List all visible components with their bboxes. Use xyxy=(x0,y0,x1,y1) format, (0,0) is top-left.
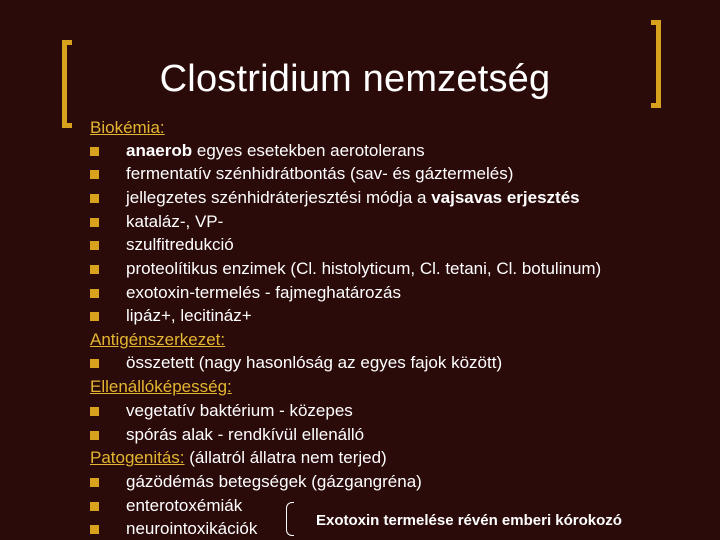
item-text: gázödémás betegségek (gázgangréna) xyxy=(126,472,422,491)
side-note: Exotoxin termelése révén emberi kórokozó xyxy=(316,512,622,529)
item-text: lipáz+, lecitináz+ xyxy=(126,306,252,325)
pathogenicity-line xyxy=(90,447,387,469)
antigen-heading: Antigénszerkezet: xyxy=(90,330,226,349)
pathogenicity-note: (állatról állatra nem terjed) xyxy=(184,448,387,467)
square-bullet-icon xyxy=(90,147,99,156)
square-bullet-icon xyxy=(90,194,99,203)
item-text: proteolítikus enzimek (Cl. histolyticum, Cl. tetani, Cl. botulinum) xyxy=(126,259,602,278)
square-bullet-icon xyxy=(90,407,99,416)
square-bullet-icon xyxy=(90,170,99,179)
slide-title: Clostridium nemzetség xyxy=(159,58,551,100)
item-text: összetett (nagy hasonlóság az egyes fajok között) xyxy=(126,353,503,372)
bold-term: anaerob xyxy=(126,141,193,160)
square-bullet-icon xyxy=(90,241,99,250)
square-bullet-icon xyxy=(90,478,99,487)
pathogenicity-heading: Patogenitás: xyxy=(90,448,185,467)
item-text: egyes esetekben aerotolerans xyxy=(192,141,425,160)
brace-decoration xyxy=(286,502,294,536)
square-bullet-icon xyxy=(90,289,99,298)
bold-term: vajsavas erjesztés xyxy=(431,188,580,207)
square-bullet-icon xyxy=(90,359,99,368)
item-text: vegetatív baktérium - közepes xyxy=(126,401,353,420)
item-text: fermentatív szénhidrátbontás (sav- és gáztermelés) xyxy=(126,164,514,183)
item-text: exotoxin-termelés - fajmeghatározás xyxy=(126,283,401,302)
item-text: spórás alak - rendkívül ellenálló xyxy=(126,425,365,444)
square-bullet-icon xyxy=(90,218,99,227)
square-bullet-icon xyxy=(90,265,99,274)
item-text: jellegzetes szénhidráterjesztési módja a xyxy=(126,188,432,207)
resistance-heading: Ellenállóképesség: xyxy=(90,377,232,396)
item-text: kataláz-, VP- xyxy=(126,212,224,231)
biochem-heading: Biokémia: xyxy=(90,118,165,137)
square-bullet-icon xyxy=(90,312,99,321)
item-text: enterotoxémiák xyxy=(126,496,243,515)
square-bullet-icon xyxy=(90,502,99,511)
item-text: szulfitredukció xyxy=(126,235,234,254)
item-text: neurointoxikációk xyxy=(126,519,258,538)
square-bullet-icon xyxy=(90,431,99,440)
square-bullet-icon xyxy=(90,525,99,534)
